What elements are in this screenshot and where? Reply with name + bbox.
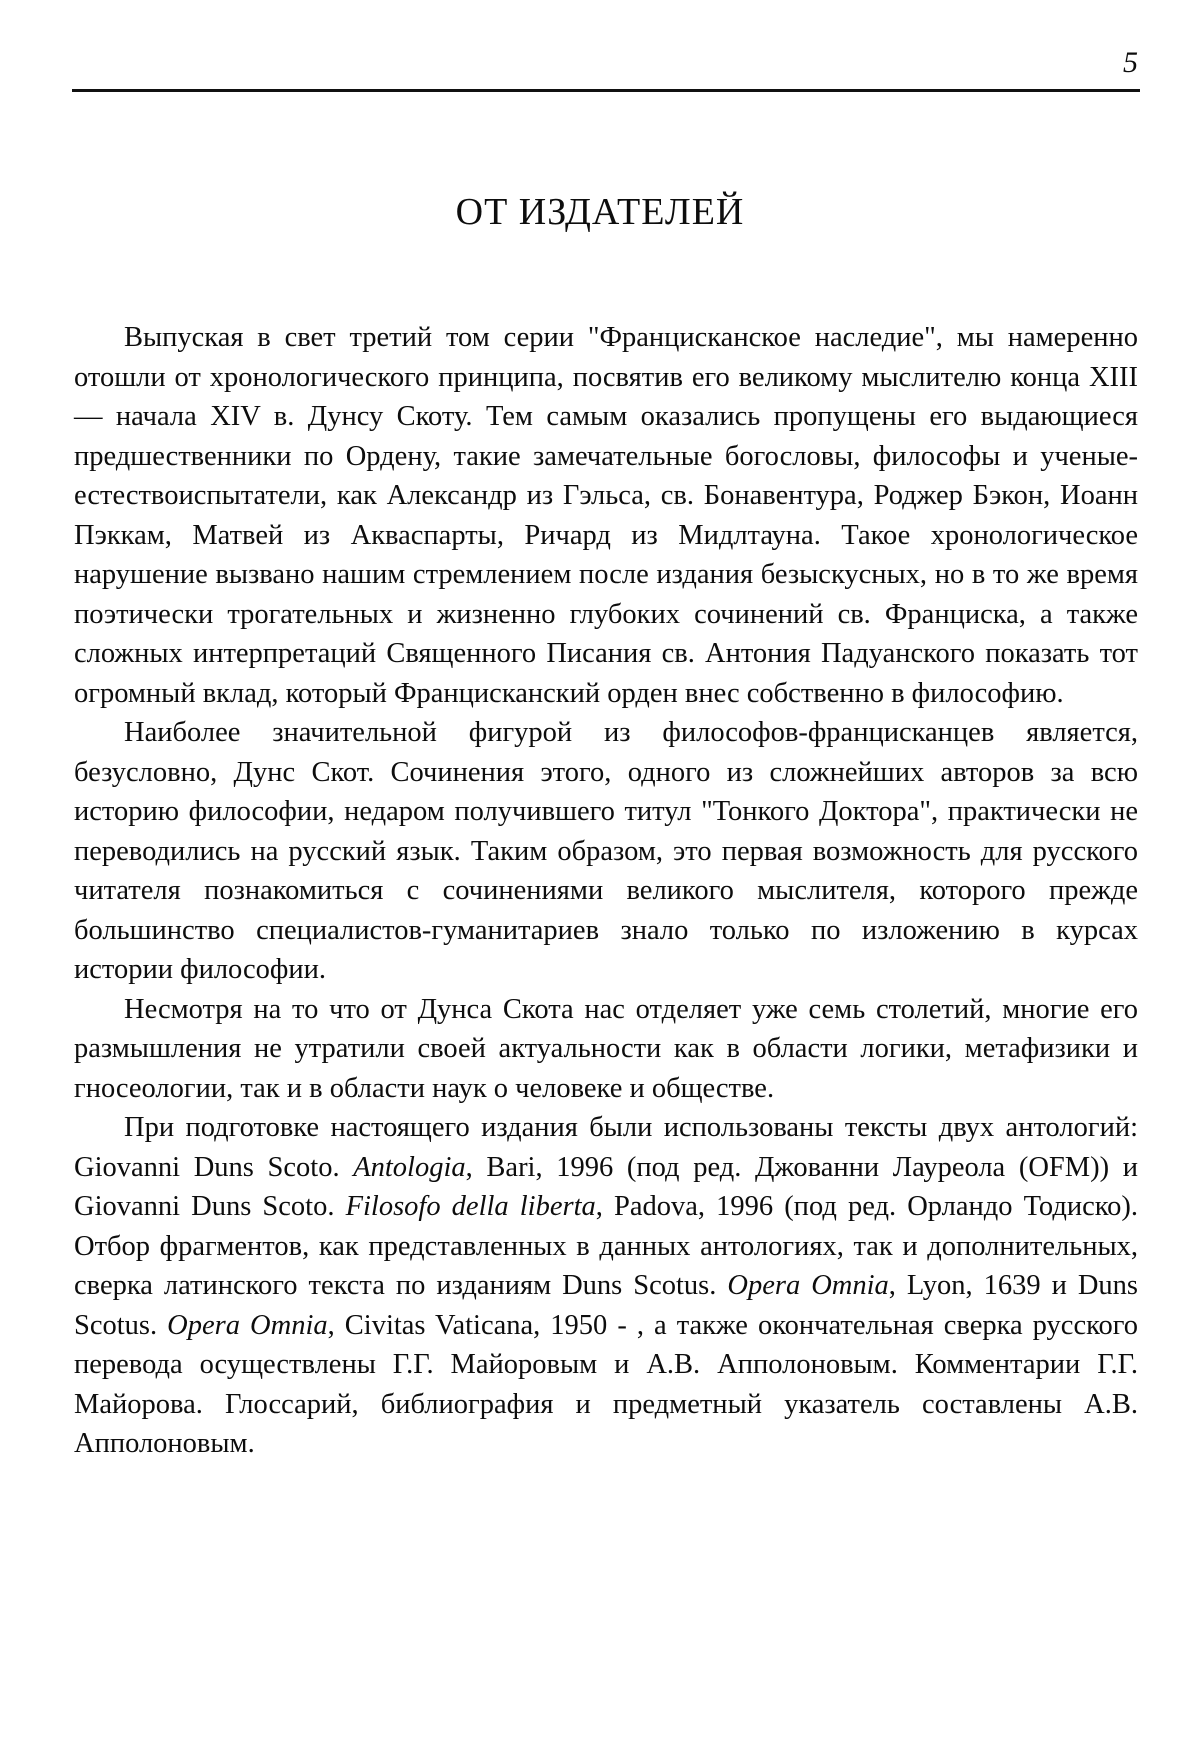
paragraph-4-segment: , Civitas Vaticana, 1950 - , а также окончательная сверка русского перевода осуществлены Г.Г. Майоровым и А.В. Апполоновым. Комментарии Г.Г. Майорова. Глоссарий, библиография и предметный указатель составлены А.В. Апполоновым.	[74, 1309, 1138, 1459]
page-number: 5	[1123, 46, 1138, 79]
paragraph-1: Выпуская в свет третий том серии "Францисканское наследие", мы намеренно отошли от хронологического принципа, посвятив его великому мыслителю конца XIII — начала XIV в. Дунсу Скоту. Тем самым оказались пропущены его выдающиеся предшественники по Ордену, такие замечательные богословы, философы и ученые-естествоиспытатели, как Александр из Гэльса, св. Бонавентура, Роджер Бэкон, Иоанн Пэккам, Матвей из Акваспарты, Ричард из Мидлтауна. Такое хронологическое нарушение вызвано нашим стремлением после издания безыскусных, но в то же время поэтически трогательных и жизненно глубоких сочинений св. Франциска, а также сложных интерпретаций Священного Писания св. Антония Падуанского показать тот огромный вклад, который Францисканский орден внес собственно в философию.	[74, 322, 1138, 709]
page-title: ОТ ИЗДАТЕЛЕЙ	[455, 191, 745, 233]
paragraph-4-segment: При подготовке настоящего издания были использованы тексты двух антологий: Giovanni Duns Scoto.	[74, 1112, 1138, 1183]
book-title-opera-omnia-vatican: Opera Omnia	[167, 1309, 328, 1341]
paragraph-4	[74, 1108, 1138, 1464]
book-title-antologia: Antologia	[353, 1151, 466, 1183]
header-rule	[72, 89, 1140, 92]
paragraph-3: Несмотря на то что от Дунса Скота нас отделяет уже семь столетий, многие его размышления не утратили своей актуальности как в области логики, метафизики и гносеологии, так и в области наук о человеке и обществе.	[74, 993, 1138, 1104]
paragraph-4-segment: , Lyon, 1639 и Duns Scotus.	[74, 1270, 1139, 1341]
paragraph-2: Наиболее значительной фигурой из философов-францисканцев является, безусловно, Дунс Скот. Сочинения этого, одного из сложнейших авторов за всю историю философии, недаром получившего титул "Тонкого Доктора", практически не переводились на русский язык. Таким образом, это первая возможность для русского читателя познакомиться с сочинениями великого мыслителя, которого прежде большинство специалистов-гуманитариев знало только по изложению в курсах истории философии.	[74, 717, 1138, 985]
body-text	[74, 318, 1138, 1464]
paragraph-4-segment: , Bari, 1996 (под ред. Джованни Лауреола (OFM)) и Giovanni Duns Scoto.	[74, 1151, 1138, 1222]
paragraph-4-segment: , Padova, 1996 (под ред. Орландо Тодиско). Отбор фрагментов, как представленных в данных антологиях, так и дополнительных, сверка латинского текста по изданиям Duns Scotus.	[74, 1191, 1138, 1301]
book-title-filosofo-della-liberta: Filosofo della liberta	[345, 1191, 596, 1222]
book-title-opera-omnia-lyon: Opera Omnia	[727, 1270, 889, 1301]
